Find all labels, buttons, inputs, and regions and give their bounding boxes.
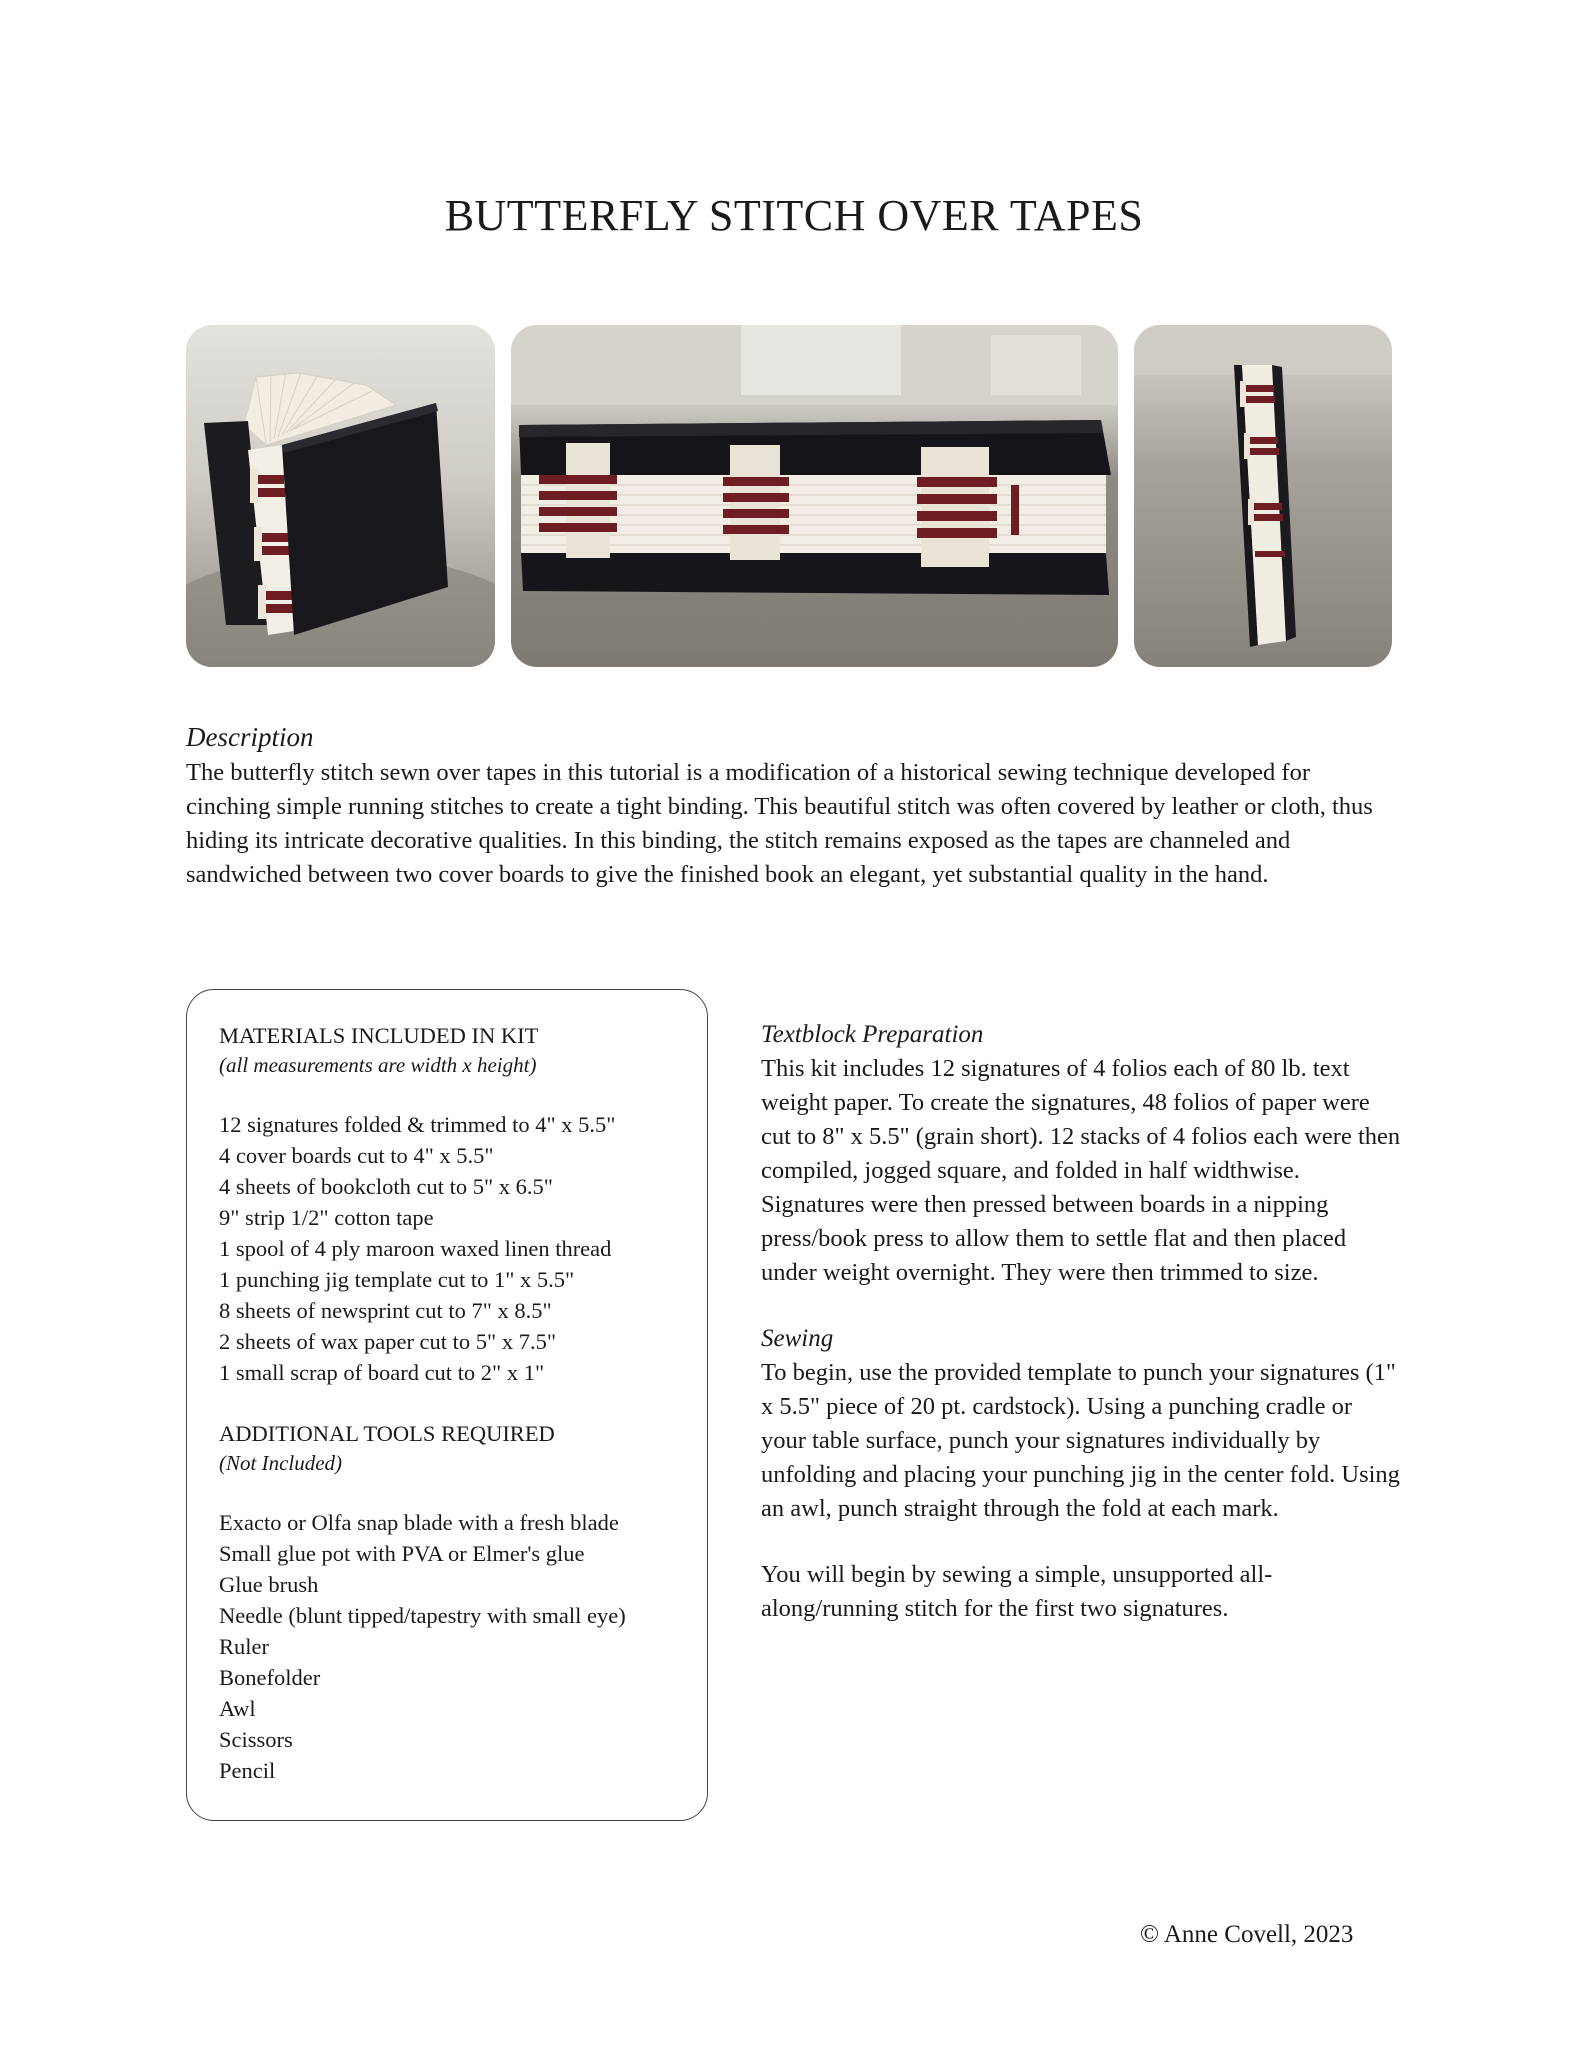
list-item: 4 cover boards cut to 4" x 5.5"	[219, 1143, 494, 1168]
sewing-body-continued: You will begin by sewing a simple, unsupported all-along/running stitch for the first two signatures.	[761, 1561, 1273, 1622]
list-item: Scissors	[219, 1727, 293, 1752]
list-item: Bonefolder	[219, 1665, 321, 1690]
list-item: 2 sheets of wax paper cut to 5" x 7.5"	[219, 1329, 557, 1354]
list-item: 1 punching jig template cut to 1" x 5.5"	[219, 1267, 575, 1292]
book-spine-upright-image	[1134, 325, 1392, 667]
textblock-heading: Textblock Preparation	[761, 1021, 984, 1048]
materials-heading: MATERIALS INCLUDED IN KIT	[219, 1023, 539, 1048]
description-heading: Description	[186, 722, 314, 752]
materials-tools-box	[186, 989, 708, 1821]
list-item: Glue brush	[219, 1572, 319, 1597]
book-standing-open-photo	[186, 325, 495, 667]
description-body: The butterfly stitch sewn over tapes in this tutorial is a modification of a historical sewing technique developed for cinching simple running stitches to create a tight binding. This beautiful stitch was often covered by leather or cloth, thus hiding its intricate decorative qualities. In this binding, the stitch remains exposed as the tapes are channeled and sandwiched between two cover boards to give the finished book an elegant, yet substantial quality in the hand.	[186, 759, 1373, 888]
book-spine-upright-photo	[1134, 325, 1392, 667]
list-item: 1 small scrap of board cut to 2" x 1"	[219, 1360, 545, 1385]
instructions-column	[761, 1018, 1401, 1626]
sewing-body: To begin, use the provided template to punch your signatures (1" x 5.5" piece of 20 pt. cardstock). Using a punching cradle or your table surface, punch your signatures individually by unfolding and placing your punching jig in the center fold. Using an awl, punch straight through the fold at each mark.	[761, 1359, 1400, 1522]
list-item: Ruler	[219, 1634, 269, 1659]
copyright-footer: © Anne Covell, 2023	[1140, 1921, 1354, 1948]
textblock-body: This kit includes 12 signatures of 4 folios each of 80 lb. text weight paper. To create the signatures, 48 folios of paper were cut to 8" x 5.5" (grain short). 12 stacks of 4 folios each were then compiled, jogged square, and folded in half widthwise. Signatures were then pressed between boards in a nipping press/book press to allow them to settle flat and then placed under weight overnight. They were then trimmed to size.	[761, 1055, 1401, 1286]
list-item: 8 sheets of newsprint cut to 7" x 8.5"	[219, 1298, 552, 1323]
sewing-heading: Sewing	[761, 1325, 834, 1352]
tools-heading: ADDITIONAL TOOLS REQUIRED	[219, 1421, 555, 1446]
tools-list	[219, 1507, 699, 1786]
list-item: 9" strip 1/2" cotton tape	[219, 1205, 434, 1230]
book-spine-side-photo	[511, 325, 1118, 667]
materials-note: (all measurements are width x height)	[219, 1053, 537, 1077]
list-item: Exacto or Olfa snap blade with a fresh blade	[219, 1510, 619, 1535]
page-title: BUTTERFLY STITCH OVER TAPES	[444, 191, 1144, 240]
list-item: Pencil	[219, 1758, 276, 1783]
book-standing-open-image	[186, 325, 495, 667]
materials-list	[219, 1109, 699, 1388]
list-item: 1 spool of 4 ply maroon waxed linen thread	[219, 1236, 612, 1261]
list-item: Awl	[219, 1696, 256, 1721]
tools-note: (Not Included)	[219, 1451, 343, 1475]
book-spine-side-image	[511, 325, 1118, 667]
list-item: 4 sheets of bookcloth cut to 5" x 6.5"	[219, 1174, 553, 1199]
list-item: Small glue pot with PVA or Elmer's glue	[219, 1541, 585, 1566]
list-item: Needle (blunt tipped/tapestry with small eye)	[219, 1603, 626, 1628]
list-item: 12 signatures folded & trimmed to 4" x 5.5"	[219, 1112, 616, 1137]
